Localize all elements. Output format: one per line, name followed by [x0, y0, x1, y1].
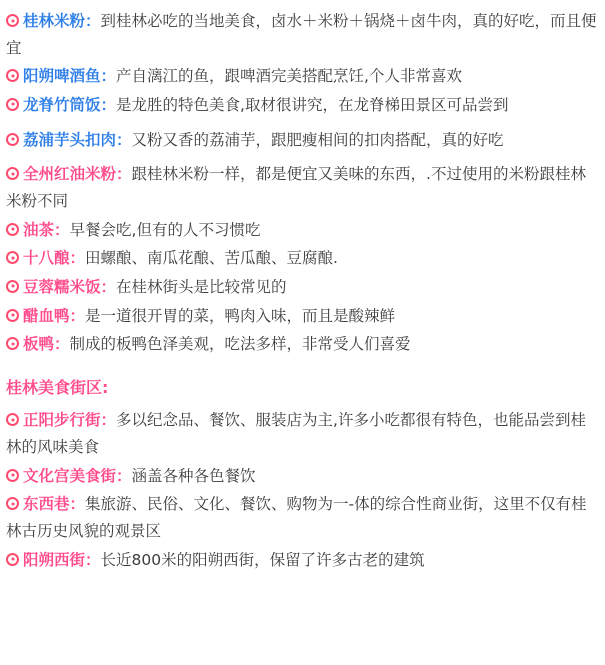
food-description: 是龙胜的特色美食,取材很讲究，在龙脊梯田景区可品尝到: [116, 95, 509, 114]
bullet-circle-icon: [6, 280, 19, 293]
list-item: [6, 303, 599, 330]
list-item: [6, 274, 599, 301]
list-item: [6, 547, 599, 574]
list-item: [6, 463, 599, 490]
list-item: [6, 8, 599, 61]
term-colon: ：: [85, 12, 101, 30]
food-description: 田螺酿、南瓜花酿、苦瓜酿、豆腐酿.: [85, 249, 338, 268]
list-item: [6, 92, 599, 119]
street-description: 长近800米的阳朔西街，保留了许多古老的建筑: [100, 550, 425, 569]
bullet-circle-icon: [6, 98, 19, 111]
food-term: 阳朔啤酒鱼: [23, 67, 101, 86]
bullet-circle-icon: [6, 167, 19, 180]
bullet-circle-icon: [6, 14, 19, 27]
term-colon: ：: [85, 550, 101, 569]
food-term: 十八酿: [23, 249, 70, 268]
street-description: 集旅游、民俗、文化、餐饮、购物为一-体的综合性商业街，这里不仅有桂林古历史风貌的观景区: [6, 495, 587, 541]
list-item: [6, 407, 599, 460]
food-description: 到桂林必吃的当地美食，卤水＋米粉＋锅烧＋卤牛肉，真的好吃，而且便宜: [6, 12, 597, 57]
term-colon: ：: [69, 495, 86, 514]
list-item: [6, 161, 599, 214]
street-term: 东西巷: [23, 495, 70, 514]
bullet-circle-icon: [6, 413, 19, 426]
term-colon: ：: [100, 95, 117, 114]
bullet-circle-icon: [6, 553, 19, 566]
bullet-circle-icon: [6, 223, 19, 236]
term-colon: ：: [100, 67, 117, 86]
food-term: 醋血鸭: [23, 306, 70, 325]
food-term: 豆蓉糯米饭: [23, 277, 101, 296]
term-colon: ：: [116, 165, 132, 184]
list-item: [6, 63, 599, 90]
bullet-circle-icon: [6, 337, 19, 350]
food-term: 龙脊竹筒饭: [23, 95, 101, 114]
term-colon: ：: [69, 249, 86, 268]
term-colon: ：: [69, 306, 86, 325]
list-item: [6, 491, 599, 544]
bullet-circle-icon: [6, 133, 19, 146]
street-term: 文化宫美食街: [23, 466, 117, 485]
list-item: [6, 217, 599, 244]
street-term: 正阳步行街: [23, 411, 101, 430]
food-description: 是一道很开胃的菜，鸭肉入味，而且是酸辣鲜: [85, 306, 396, 325]
street-term: 阳朔西街: [23, 550, 86, 569]
bullet-circle-icon: [6, 497, 19, 510]
food-description: 制成的板鸭色泽美观，吃法多样，非常受人们喜爱: [69, 335, 411, 354]
term-colon: ：: [116, 130, 132, 149]
term-colon: ：: [54, 335, 70, 354]
bullet-circle-icon: [6, 251, 19, 264]
food-description: 跟桂林米粉一样，都是便宜又美味的东西，.不过使用的米粉跟桂林米粉不同: [6, 165, 586, 210]
food-description: 产自漓江的鱼，跟啤酒完美搭配烹饪,个人非常喜欢: [116, 67, 462, 86]
street-description: 涵盖各种各色餐饮: [131, 466, 256, 485]
food-term: 油茶: [23, 220, 55, 239]
food-term: 板鸭: [23, 335, 55, 354]
food-term: 全州红油米粉: [23, 165, 117, 184]
term-colon: ：: [100, 411, 117, 430]
list-item: [6, 331, 599, 358]
food-description: 在桂林街头是比较常见的: [116, 277, 287, 296]
food-term: 桂林米粉: [23, 12, 86, 30]
food-description: 早餐会吃,但有的人不习惯吃: [69, 220, 261, 239]
list-item: [6, 245, 599, 272]
section-title: 桂林美食街区:: [6, 377, 109, 397]
street-description: 多以纪念品、餐饮、服装店为主,许多小吃都很有特色，也能品尝到桂林的风味美食: [6, 411, 586, 457]
list-item: [6, 127, 599, 154]
term-colon: ：: [100, 277, 117, 296]
bullet-circle-icon: [6, 69, 19, 82]
term-colon: ：: [116, 466, 132, 485]
bullet-circle-icon: [6, 309, 19, 322]
food-description: 又粉又香的荔浦芋，跟肥瘦相间的扣肉搭配，真的好吃: [131, 130, 504, 149]
bullet-circle-icon: [6, 469, 19, 482]
term-colon: ：: [54, 220, 70, 239]
food-term: 荔浦芋头扣肉: [23, 130, 117, 149]
